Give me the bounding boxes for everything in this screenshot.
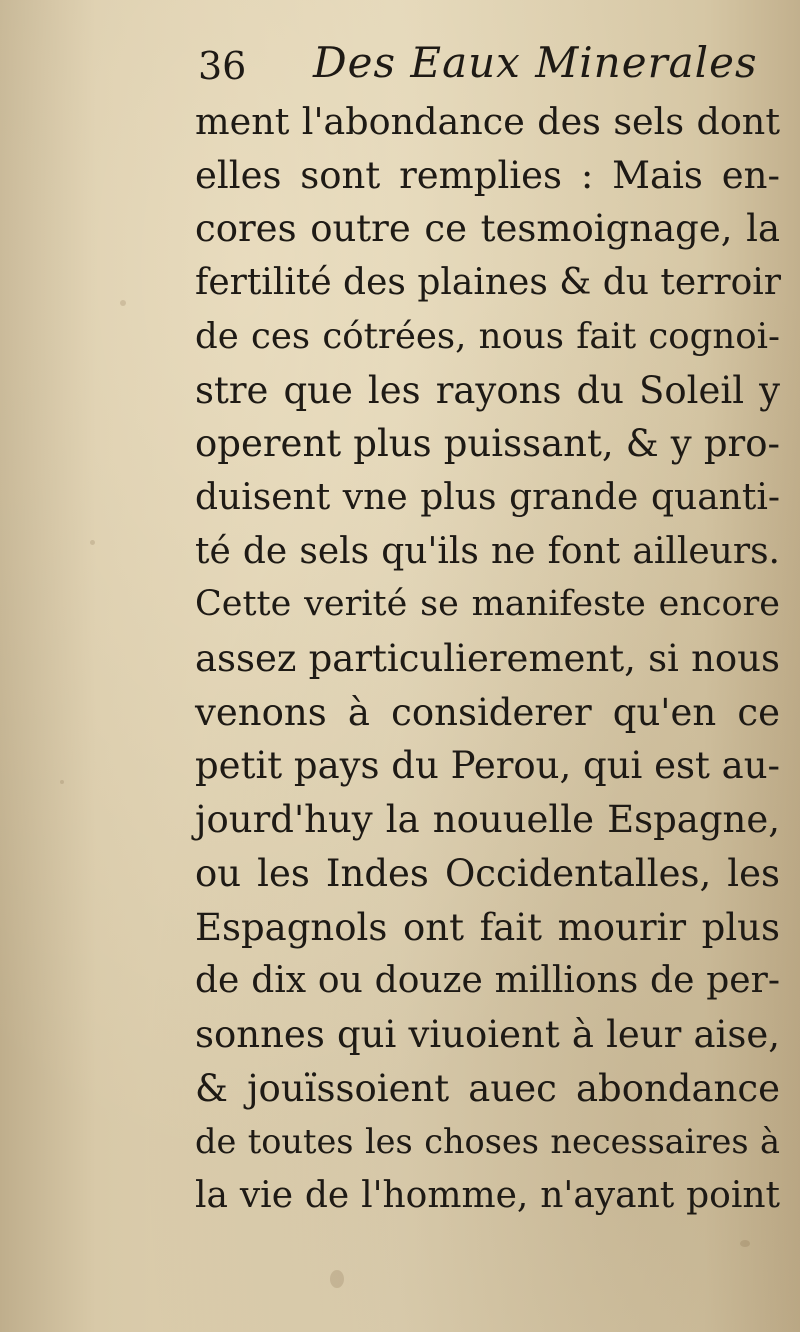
text-line: de dix ou douze millions de per-: [195, 960, 780, 1002]
running-head: Des Eaux Minerales: [313, 38, 758, 87]
text-line: ou les Indes Occidentalles, les: [195, 851, 780, 895]
text-line: assez particulierement, si nous: [195, 637, 780, 681]
text-line: petit pays du Perou, qui est au-: [195, 744, 781, 788]
text-line: operent plus puissant, & y pro-: [195, 422, 780, 466]
text-line: la vie de l'homme, n'ayant point: [195, 1175, 780, 1217]
text-line: duisent vne plus grande quanti-: [195, 476, 780, 518]
text-line: jourd'huy la nouuelle Espagne,: [195, 798, 780, 842]
text-line: té de sels qu'ils ne font ailleurs.: [195, 530, 780, 572]
text-line: Espagnols ont fait mourir plus: [195, 905, 780, 949]
text-line: ment l'abondance des sels dont: [195, 100, 780, 143]
text-line: cores outre ce tesmoignage, la: [195, 207, 780, 251]
page-number: 36: [198, 44, 247, 88]
text-line: sonnes qui viuoient à leur aise,: [195, 1012, 780, 1056]
text-line: de ces cótrées, nous fait cognoi-: [195, 315, 780, 357]
text-line: Cette verité se manifeste encore: [195, 584, 780, 625]
page-header: [198, 36, 778, 96]
text-line: elles sont remplies : Mais en-: [195, 153, 780, 197]
text-line: & jouïssoient auec abondance: [195, 1066, 780, 1110]
text-line: stre que les rayons du Soleil y: [195, 368, 780, 412]
text-line: de toutes les choses necessaires à: [195, 1122, 780, 1162]
body-text: [195, 95, 785, 1223]
text-line: fertilité des plaines & du terroir: [195, 262, 782, 304]
text-line: venons à considerer qu'en ce: [195, 690, 780, 734]
